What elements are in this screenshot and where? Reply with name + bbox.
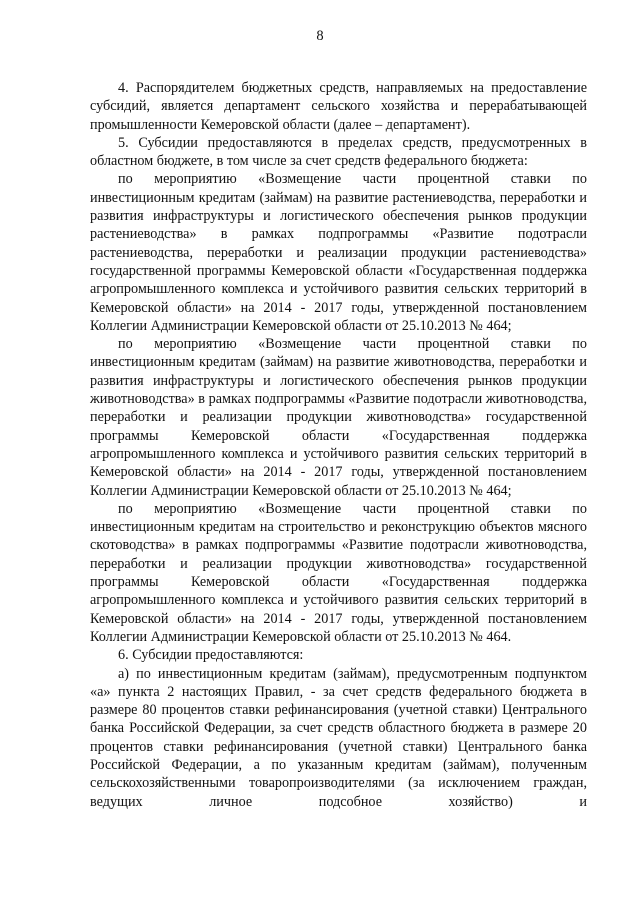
page-number: 8 [316,28,324,44]
paragraph-item-6-heading: 6. Субсидии предоставляются: [118,647,304,664]
paragraph-item-4-budget-manager: 4. Распорядителем бюджетных средств, направляемых на предоставление субсидий, является департамент сельского хозяйства и перерабатывающей промышленности Кемеровской области (далее – департамент). [90,80,587,133]
paragraph-crop-production-measure: по мероприятию «Возмещение части процентной ставки по инвестиционным кредитам (займам) на развитие растениеводства, переработки и развития инфраструктуры и логистического обеспечения рынков продукции растениеводства» в рамках подпрограммы «Развитие подотрасли растениеводства, переработки и реализации продукции растениеводства» государственной программы Кемеровской области «Государственная поддержка агропромышленного комплекса и устойчивого развития сельских территорий в Кемеровской области» на 2014 - 2017 годы, утвержденной постановлением Коллегии Администрации Кемеровской области от 25.10.2013 № 464; [90,171,587,334]
document-body [90,79,587,811]
paragraph-item-5-subsidy-limits: 5. Субсидии предоставляются в пределах средств, предусмотренных в областном бюджете, в том числе за счет средств федерального бюджета: [90,134,587,170]
paragraph-livestock-measure: по мероприятию «Возмещение части процентной ставки по инвестиционным кредитам (займам) на развитие животноводства, переработки и развития инфраструктуры и логистического обеспечения рынков продукции животноводства» в рамках подпрограммы «Развитие подотрасли животноводства, переработки и реализации продукции животноводства» государственной программы Кемеровской области «Государственная поддержка агропромышленного комплекса и устойчивого развития сельских территорий в Кемеровской области» на 2014 - 2017 годы, утвержденной постановлением Коллегии Администрации Кемеровской области от 25.10.2013 № 464; [90,336,587,499]
paragraph-subitem-a-investment-loans: а) по инвестиционным кредитам (займам), предусмотренным подпунктом «а» пункта 2 настоящих Правил, - за счет средств федерального бюджета в размере 80 процентов ставки рефинансирования (учетной ставки) Центрального банка Российской Федерации, за счет средств областного бюджета в размере 20 процентов ставки рефинансирования (учетной ставки) Центрального банка Российской Федерации, а по указанным кредитам (займам), полученным сельскохозяйственными товаропроизводителями (за исключением граждан, ведущих личное подсобное хозяйство) и [90,665,587,810]
paragraph-beef-cattle-measure: по мероприятию «Возмещение части процентной ставки по инвестиционным кредитам на строительство и реконструкцию объектов мясного скотоводства» в рамках подпрограммы «Развитие подотрасли животноводства, переработки и реализации продукции животноводства» государственной программы Кемеровской области «Государственная поддержка агропромышленного комплекса и устойчивого развития сельских территорий в Кемеровской области» на 2014 - 2017 годы, утвержденной постановлением Коллегии Администрации Кемеровской области от 25.10.2013 № 464. [90,500,587,645]
